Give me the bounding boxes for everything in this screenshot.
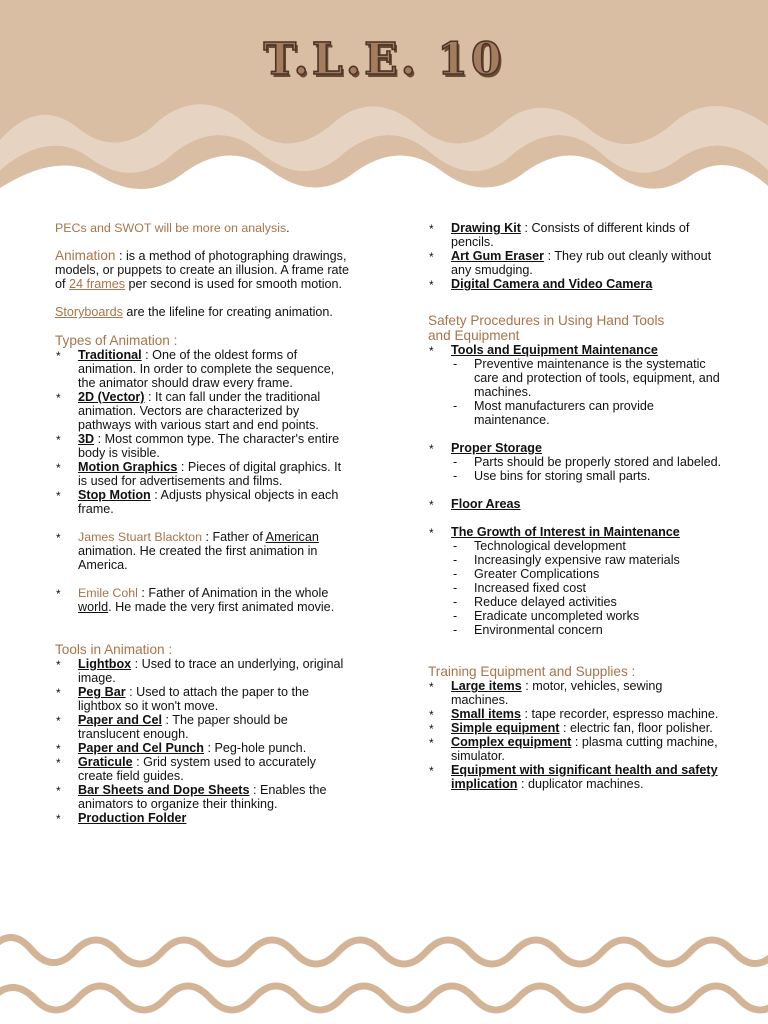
list-item: * James Stuart Blackton : Father of American animation. He created the first animation in America.	[55, 530, 350, 572]
sub-item: - Eradicate uncompleted works	[451, 609, 723, 623]
sub-item: - Technological development	[451, 539, 723, 553]
animation-term: Animation	[55, 248, 116, 263]
sub-item: - Increasingly expensive raw materials	[451, 553, 723, 567]
list-item: * Traditional : One of the oldest forms of animation. In order to complete the sequence, the animator should draw every frame.	[55, 348, 350, 390]
list-item: * 2D (Vector) : It can fall under the traditional animation. Vectors are characterized by pathways with various start and end points.	[55, 390, 350, 432]
sub-item: - Use bins for storing small parts.	[451, 469, 723, 483]
list-item: * 3D : Most common type. The character's entire body is visible.	[55, 432, 350, 460]
24-frames-link[interactable]: 24 frames	[69, 277, 126, 291]
sub-item: - Greater Complications	[451, 567, 723, 581]
list-item: * Art Gum Eraser : They rub out cleanly without any smudging.	[428, 249, 723, 277]
right-column	[428, 221, 723, 791]
list-item: * Lightbox : Used to trace an underlying, original image.	[55, 657, 350, 685]
list-item: * Small items : tape recorder, espresso machine.	[428, 707, 723, 721]
list-item: * Bar Sheets and Dope Sheets : Enables the animators to organize their thinking.	[55, 783, 350, 811]
list-item: * Tools and Equipment Maintenance - Preventive maintenance is the systematic care and protection of tools, equipment, and machines. - Most manufacturers can provide maintenance.	[428, 343, 723, 427]
tools-list	[55, 657, 350, 825]
list-item: * Drawing Kit : Consists of different kinds of pencils.	[428, 221, 723, 249]
safety-list	[428, 343, 723, 637]
footer-wave-2	[0, 986, 768, 1010]
list-item: * Paper and Cel Punch : Peg-hole punch.	[55, 741, 350, 755]
sub-item: - Reduce delayed activities	[451, 595, 723, 609]
sub-item: - Environmental concern	[451, 623, 723, 637]
safety-heading: Safety Procedures in Using Hand Tools and Equipment	[428, 313, 665, 343]
list-item: * Equipment with significant health and safety implication : duplicator machines.	[428, 763, 723, 791]
training-heading: Training Equipment and Supplies :	[428, 664, 636, 679]
left-column	[55, 221, 350, 825]
kit-list	[428, 221, 723, 291]
footer-wave	[0, 937, 768, 964]
list-item: * Simple equipment : electric fan, floor polisher.	[428, 721, 723, 735]
types-heading: Types of Animation :	[55, 333, 178, 348]
storage-sublist	[451, 455, 723, 483]
sub-item: - Increased fixed cost	[451, 581, 723, 595]
list-item: * Proper Storage - Parts should be properly stored and labeled. - Use bins for storing small parts.	[428, 441, 723, 483]
growth-sublist	[451, 539, 723, 637]
blackton-list	[55, 530, 350, 572]
list-item: * Production Folder	[55, 811, 350, 825]
animation-definition: Animation : is a method of photographing drawings, models, or puppets to create an illusion. A frame rate of 24 frames per second is used for smooth motion.	[55, 248, 350, 291]
list-item: * Large items : motor, vehicles, sewing machines.	[428, 679, 723, 707]
list-item: * Stop Motion : Adjusts physical objects in each frame.	[55, 488, 350, 516]
list-item: * The Growth of Interest in Maintenance - Technological development - Increasingly expensive raw materials - Greater Complications - Increased fixed cost - Reduce delayed activities - Eradicate uncompleted works - Environmental concern	[428, 525, 723, 637]
maintenance-sublist	[451, 357, 723, 427]
list-item: * Digital Camera and Video Camera	[428, 277, 723, 291]
intro-note: PECs and SWOT will be more on analysis.	[55, 221, 290, 235]
list-item: * Floor Areas	[428, 497, 723, 511]
list-item: * Complex equipment : plasma cutting machine, simulator.	[428, 735, 723, 763]
sub-item: - Most manufacturers can provide maintenance.	[451, 399, 723, 427]
list-item: * Graticule : Grid system used to accurately create field guides.	[55, 755, 350, 783]
page-title: T.L.E. 10	[263, 34, 505, 85]
tools-heading: Tools in Animation :	[55, 642, 173, 657]
training-list	[428, 679, 723, 791]
storyboards-link[interactable]: Storyboards	[55, 305, 123, 319]
sub-item: - Preventive maintenance is the systematic care and protection of tools, equipment, and machines.	[451, 357, 723, 399]
list-item: * Peg Bar : Used to attach the paper to the lightbox so it won't move.	[55, 685, 350, 713]
cohl-list	[55, 586, 350, 614]
sub-item: - Parts should be properly stored and labeled.	[451, 455, 723, 469]
storyboards-note: Storyboards are the lifeline for creating animation.	[55, 305, 333, 319]
types-list	[55, 348, 350, 516]
list-item: * Motion Graphics : Pieces of digital graphics. It is used for advertisements and films.	[55, 460, 350, 488]
list-item: * Paper and Cel : The paper should be translucent enough.	[55, 713, 350, 741]
list-item: * Emile Cohl : Father of Animation in the whole world. He made the very first animated movie.	[55, 586, 350, 614]
